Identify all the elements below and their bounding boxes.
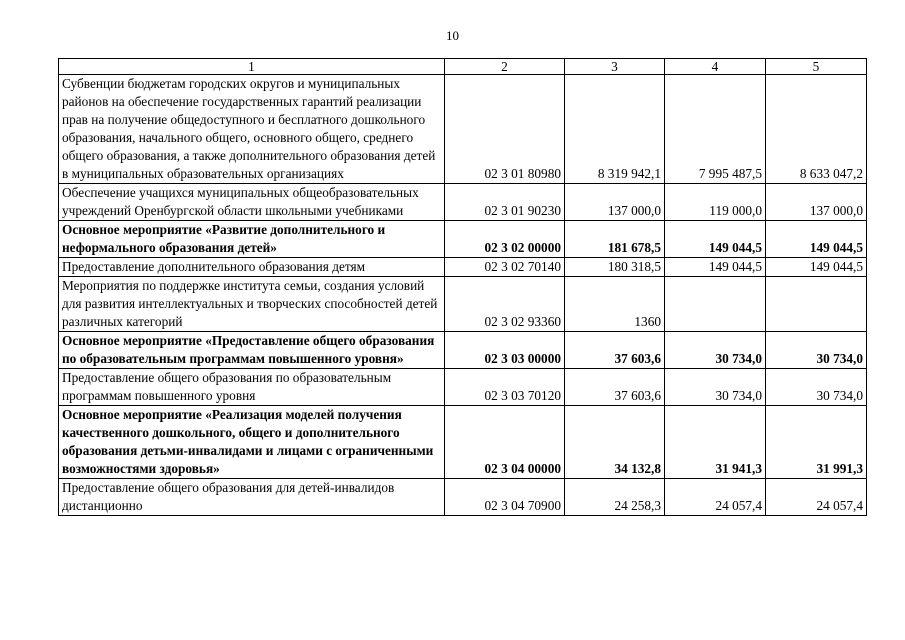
row-name-cell: Предоставление общего образования по образовательным программам повышенного уровня [59,369,445,406]
row-value-cell: 8 319 942,1 [565,75,665,184]
row-value-cell: 8 633 047,2 [766,75,867,184]
column-header: 3 [565,59,665,75]
table-row [59,221,867,258]
table-row [59,479,867,516]
row-value-cell: 37 603,6 [565,369,665,406]
table-row [59,369,867,406]
table-row [59,75,867,184]
row-value-cell [665,277,766,332]
row-value-cell: 149 044,5 [665,221,766,258]
row-value-cell: 149 044,5 [665,258,766,277]
table-row [59,406,867,479]
row-value-cell: 30 734,0 [766,369,867,406]
row-code-cell: 02 3 01 90230 [445,184,565,221]
column-header: 2 [445,59,565,75]
table-row [59,184,867,221]
row-value-cell: 149 044,5 [766,258,867,277]
row-value-cell: 7 995 487,5 [665,75,766,184]
row-value-cell: 37 603,6 [565,332,665,369]
table-header-row [59,59,867,75]
row-value-cell: 137 000,0 [766,184,867,221]
row-value-cell: 30 734,0 [665,369,766,406]
page-number: 10 [446,28,459,43]
row-code-cell: 02 3 02 93360 [445,277,565,332]
row-value-cell: 31 941,3 [665,406,766,479]
row-code-cell: 02 3 03 00000 [445,332,565,369]
row-value-cell: 30 734,0 [766,332,867,369]
row-value-cell: 34 132,8 [565,406,665,479]
row-value-cell [766,277,867,332]
row-code-cell: 02 3 04 70900 [445,479,565,516]
row-name-cell: Основное мероприятие «Развитие дополнительного и неформального образования детей» [59,221,445,258]
row-code-cell: 02 3 01 80980 [445,75,565,184]
row-code-cell: 02 3 04 00000 [445,406,565,479]
row-value-cell: 1360 [565,277,665,332]
table-row [59,277,867,332]
row-value-cell: 30 734,0 [665,332,766,369]
row-value-cell: 24 057,4 [766,479,867,516]
row-value-cell: 180 318,5 [565,258,665,277]
row-name-cell: Обеспечение учащихся муниципальных общеобразовательных учреждений Оренбургской области школьными учебниками [59,184,445,221]
row-value-cell: 119 000,0 [665,184,766,221]
column-header: 1 [59,59,445,75]
row-name-cell: Мероприятия по поддержке института семьи, создания условий для развития интеллектуальных и творческих способностей детей различных категорий [59,277,445,332]
table-row [59,332,867,369]
budget-table [58,58,867,516]
column-header: 5 [766,59,867,75]
row-name-cell: Субвенции бюджетам городских округов и муниципальных районов на обеспечение государственных гарантий реализации прав на получение общедоступного и бесплатного дошкольного образования, начального общего, основного общего, среднего общего образования, а также дополнительного образования детей в муниципальных образовательных организациях [59,75,445,184]
row-name-cell: Предоставление общего образования для детей-инвалидов дистанционно [59,479,445,516]
row-value-cell: 24 057,4 [665,479,766,516]
row-value-cell: 24 258,3 [565,479,665,516]
column-header: 4 [665,59,766,75]
row-code-cell: 02 3 02 00000 [445,221,565,258]
row-code-cell: 02 3 03 70120 [445,369,565,406]
row-name-cell: Предоставление дополнительного образования детям [59,258,445,277]
row-code-cell: 02 3 02 70140 [445,258,565,277]
row-value-cell: 181 678,5 [565,221,665,258]
row-value-cell: 149 044,5 [766,221,867,258]
row-name-cell: Основное мероприятие «Реализация моделей получения качественного дошкольного, общего и дополнительного образования детьми-инвалидами и лицами с ограниченными возможностями здоровья» [59,406,445,479]
row-name-cell: Основное мероприятие «Предоставление общего образования по образовательным программам повышенного уровня» [59,332,445,369]
table-row [59,258,867,277]
row-value-cell: 137 000,0 [565,184,665,221]
row-value-cell: 31 991,3 [766,406,867,479]
